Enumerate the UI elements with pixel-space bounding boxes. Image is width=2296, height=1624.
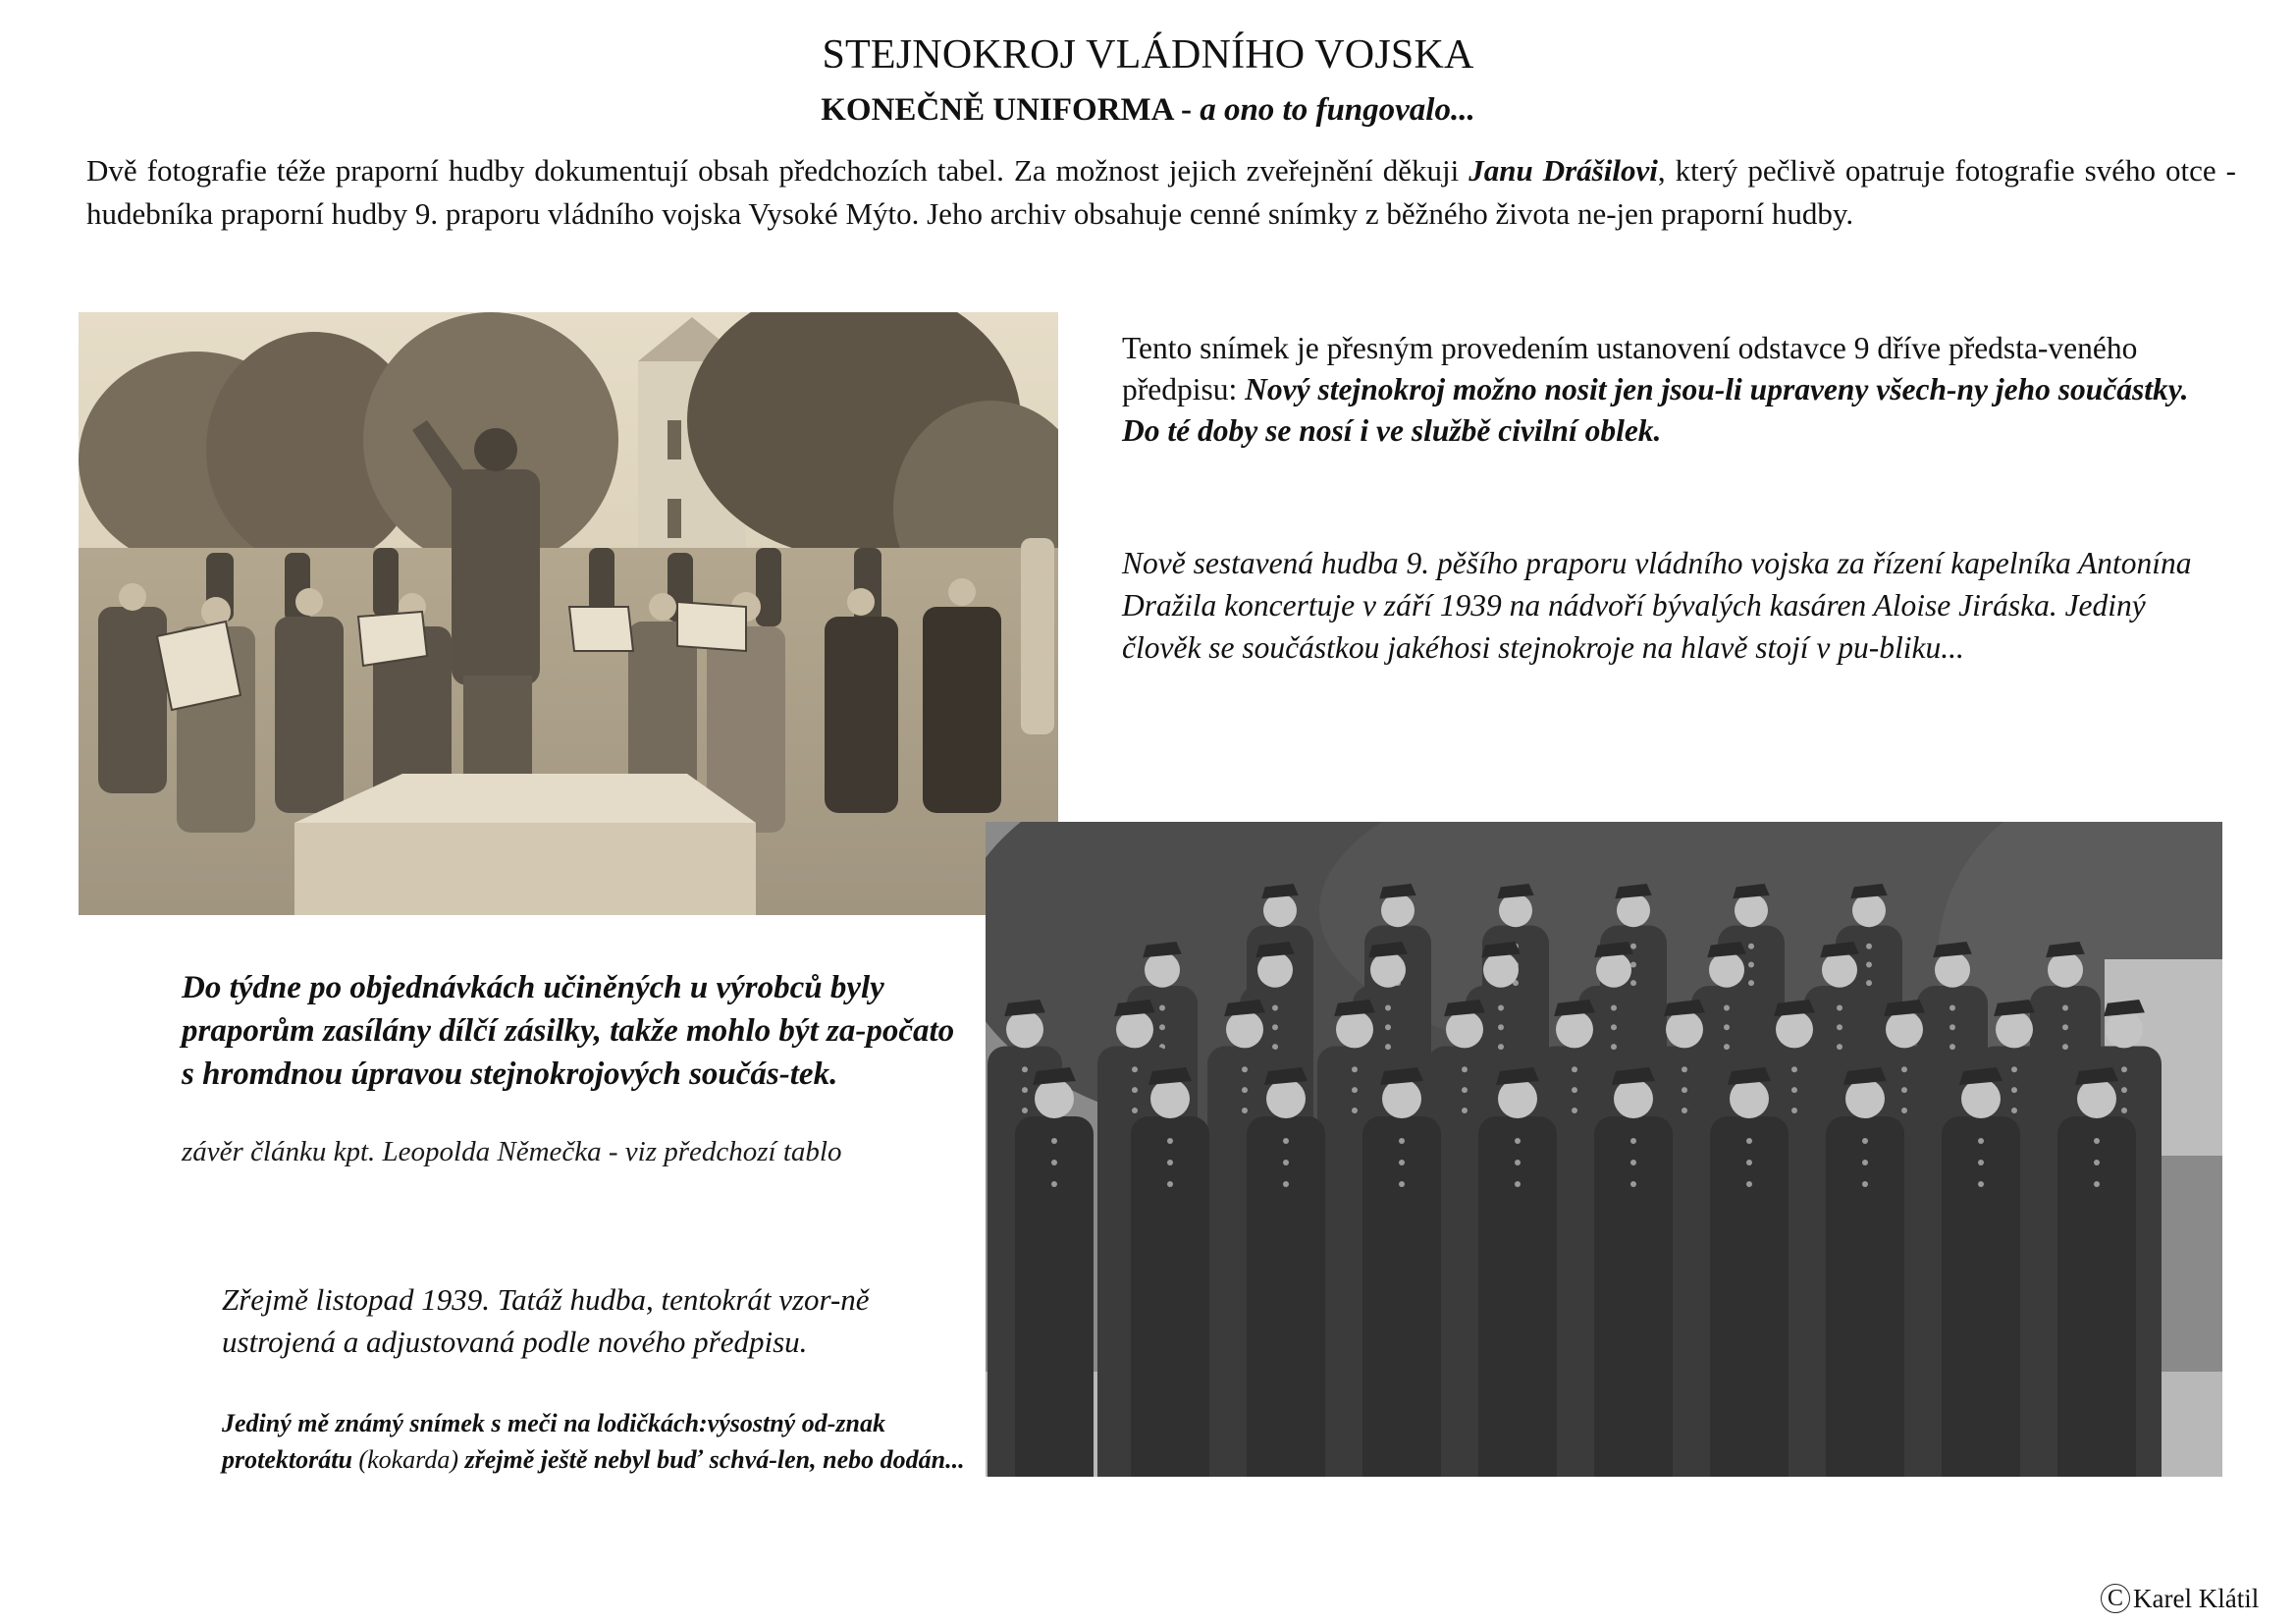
uniform-button	[1901, 1066, 1907, 1072]
soldier-figure	[1594, 1116, 1673, 1477]
soldier-face	[1498, 1079, 1537, 1118]
uniform-button	[1242, 1066, 1248, 1072]
soldier-face	[1961, 1079, 2001, 1118]
uniform-button	[2062, 1024, 2068, 1030]
uniform-button	[1399, 1181, 1405, 1187]
soldier-face	[1370, 952, 1406, 988]
uniform-button	[1399, 1138, 1405, 1144]
uniform-button	[1978, 1138, 1984, 1144]
uniform-button	[1949, 1024, 1955, 1030]
soldier-face	[1116, 1010, 1153, 1048]
uniform-button	[1748, 980, 1754, 986]
uniform-button	[1791, 1087, 1797, 1093]
uniform-button	[2121, 1087, 2127, 1093]
page-subtitle	[0, 90, 2296, 130]
uniform-button	[1462, 1108, 1468, 1113]
soldier-face	[1852, 893, 1886, 927]
uniform-button	[1630, 1181, 1636, 1187]
uniform-button	[1949, 1005, 1955, 1011]
uniform-button	[1746, 1181, 1752, 1187]
uniform-button	[1866, 980, 1872, 986]
subtitle-italic: a ono to fungovalo...	[1200, 92, 1475, 128]
uniform-button	[1159, 1024, 1165, 1030]
soldier-face	[1845, 1079, 1885, 1118]
uniform-button	[1862, 1181, 1868, 1187]
uniform-button	[1352, 1108, 1358, 1113]
copyright-notice	[2101, 1583, 2259, 1614]
soldier-face	[1996, 1010, 2033, 1048]
uniform-button	[1051, 1138, 1057, 1144]
uniform-button	[1352, 1087, 1358, 1093]
caption-photo2-note	[222, 1406, 968, 1478]
uniform-button	[1901, 1087, 1907, 1093]
uniform-button	[1611, 1005, 1617, 1011]
uniform-button	[2121, 1108, 2127, 1113]
uniform-button	[1242, 1108, 1248, 1113]
caption-photo1-description: Nově sestavená hudba 9. pěšího praporu vládního vojska za řízení kapelníka Antonína Dražila koncertuje v září 1939 na nádvoří bývalých kasáren Aloise Jiráska. Jediný člověk se součástkou jakéhosi stejnokroje na hlavě stojí v pu-bliku...	[1122, 546, 2192, 665]
photo-band-concert-image	[79, 312, 1058, 915]
uniform-button	[1132, 1066, 1138, 1072]
uniform-button	[1132, 1108, 1138, 1113]
soldier-face	[1483, 952, 1519, 988]
quote-source: závěr článku kpt. Leopolda Němečka - viz předchozí tablo	[182, 1136, 842, 1167]
uniform-button	[1682, 1108, 1687, 1113]
uniform-button	[1748, 944, 1754, 949]
uniform-button	[1682, 1087, 1687, 1093]
intro-name: Janu Drášilovi	[1468, 153, 1658, 188]
uniform-button	[1682, 1066, 1687, 1072]
uniform-button	[1630, 1160, 1636, 1165]
uniform-button	[1862, 1160, 1868, 1165]
uniform-button	[1978, 1160, 1984, 1165]
soldier-face	[1226, 1010, 1263, 1048]
soldier-face	[1886, 1010, 1923, 1048]
soldier-face	[1382, 1079, 1421, 1118]
soldier-figure	[1478, 1116, 1557, 1477]
soldier-figure	[1247, 1116, 1325, 1477]
uniform-button	[1283, 1160, 1289, 1165]
photo1-conductor	[452, 469, 540, 685]
uniform-button	[1022, 1066, 1028, 1072]
uniform-button	[1724, 1024, 1730, 1030]
uniform-button	[2121, 1066, 2127, 1072]
soldier-face	[1735, 893, 1768, 927]
uniform-button	[1462, 1066, 1468, 1072]
uniform-button	[1498, 1005, 1504, 1011]
soldier-face	[1035, 1079, 1074, 1118]
uniform-button	[2011, 1108, 2017, 1113]
caption-photo1-regulation	[1122, 328, 2212, 452]
uniform-button	[1272, 1005, 1278, 1011]
soldier-figure	[1942, 1116, 2020, 1477]
soldier-face	[1263, 893, 1297, 927]
soldier-face	[1381, 893, 1415, 927]
uniform-button	[1748, 961, 1754, 967]
uniform-button	[1837, 1044, 1842, 1050]
uniform-button	[1746, 1138, 1752, 1144]
uniform-button	[1837, 1005, 1842, 1011]
uniform-button	[1498, 1024, 1504, 1030]
uniform-button	[1283, 1181, 1289, 1187]
uniform-button	[1385, 1044, 1391, 1050]
uniform-button	[1022, 1108, 1028, 1113]
uniform-button	[1283, 1138, 1289, 1144]
soldier-face	[1709, 952, 1744, 988]
uniform-button	[1630, 980, 1636, 986]
quote-article: Do týdne po objednávkách učiněných u výrobců byly praporům zasílány dílčí zásilky, takže mohlo být za-počato s hromdnou úpravou stejnokrojových součás-tek.	[182, 970, 955, 1092]
caption-photo2-description: Zřejmě listopad 1939. Tatáž hudba, tentokrát vzor-ně ustrojená a adjustovaná podle nového předpisu.	[222, 1282, 870, 1359]
uniform-button	[1837, 1024, 1842, 1030]
uniform-button	[1866, 961, 1872, 967]
uniform-button	[2011, 1087, 2017, 1093]
uniform-button	[1399, 1160, 1405, 1165]
soldier-face	[1556, 1010, 1593, 1048]
uniform-button	[1791, 1108, 1797, 1113]
soldier-figure	[1362, 1116, 1441, 1477]
soldier-figure	[1710, 1116, 1789, 1477]
caption-plain: Tento snímek je přesným provedením ustanovení odstavce 9 dříve předsta-veného předpisu:	[1122, 331, 2138, 406]
uniform-button	[1462, 1087, 1468, 1093]
uniform-button	[1630, 961, 1636, 967]
uniform-button	[1051, 1160, 1057, 1165]
uniform-button	[1724, 1044, 1730, 1050]
soldier-face	[1446, 1010, 1483, 1048]
soldier-face	[2048, 952, 2083, 988]
uniform-button	[1515, 1181, 1521, 1187]
photo-band-group-image	[986, 822, 2222, 1477]
uniform-button	[1611, 1044, 1617, 1050]
uniform-button	[1572, 1087, 1577, 1093]
uniform-button	[1385, 1024, 1391, 1030]
copyright-icon: C	[2101, 1584, 2130, 1613]
note-kokarda: (kokarda)	[358, 1444, 458, 1474]
uniform-button	[1630, 1138, 1636, 1144]
uniform-button	[1132, 1087, 1138, 1093]
soldier-face	[1776, 1010, 1813, 1048]
soldier-face	[1336, 1010, 1373, 1048]
note-text-1: Jediný mě známý snímek s meči na lodičkách:výsostný od-znak protektorátu	[222, 1409, 885, 1474]
soldier-face	[1730, 1079, 1769, 1118]
uniform-button	[1572, 1066, 1577, 1072]
uniform-button	[1167, 1181, 1173, 1187]
uniform-button	[1167, 1160, 1173, 1165]
soldier-face	[1822, 952, 1857, 988]
soldier-figure	[2057, 1116, 2136, 1477]
soldier-face	[1596, 952, 1631, 988]
uniform-button	[1949, 1044, 1955, 1050]
page-title: STEJNOKROJ VLÁDNÍHO VOJSKA	[822, 32, 1474, 78]
copyright-author: Karel Klátil	[2133, 1584, 2260, 1613]
photo-band-group-uniform	[986, 822, 2222, 1477]
uniform-button	[1901, 1108, 1907, 1113]
soldier-face	[1617, 893, 1650, 927]
uniform-button	[1272, 1024, 1278, 1030]
soldier-face	[1145, 952, 1180, 988]
uniform-button	[1572, 1108, 1577, 1113]
uniform-button	[1022, 1087, 1028, 1093]
soldier-figure	[1015, 1116, 1094, 1477]
uniform-button	[1791, 1066, 1797, 1072]
uniform-button	[1866, 944, 1872, 949]
uniform-button	[1242, 1087, 1248, 1093]
soldier-face	[1935, 952, 1970, 988]
uniform-button	[2094, 1160, 2100, 1165]
uniform-button	[1611, 1024, 1617, 1030]
uniform-button	[1515, 1160, 1521, 1165]
soldier-face	[1150, 1079, 1190, 1118]
intro-text-2: , který pečlivě opatruje fotografie svého otce - hudebníka praporní hudby 9. praporu vládního vojska Vysoké Mýto. Jeho archiv obsahuje cenné snímky z běžného života ne-jen praporní hudby.	[86, 153, 2236, 231]
uniform-button	[1352, 1066, 1358, 1072]
intro-text-1: Dvě fotografie téže praporní hudby dokumentují obsah předchozích tabel. Za možnost jejich zveřejnění děkuji	[86, 153, 1469, 188]
soldier-face	[2077, 1079, 2116, 1118]
subtitle-bold: KONEČNĚ UNIFORMA -	[821, 92, 1201, 128]
uniform-button	[1385, 1005, 1391, 1011]
uniform-button	[1167, 1138, 1173, 1144]
soldier-face	[1666, 1010, 1703, 1048]
uniform-button	[1724, 1005, 1730, 1011]
soldier-face	[1266, 1079, 1306, 1118]
uniform-button	[1498, 1044, 1504, 1050]
uniform-button	[1862, 1138, 1868, 1144]
uniform-button	[2062, 1044, 2068, 1050]
soldier-face	[2106, 1010, 2143, 1048]
uniform-button	[1630, 944, 1636, 949]
uniform-button	[2062, 1005, 2068, 1011]
photo-band-concert-sepia	[79, 312, 1058, 915]
uniform-button	[1978, 1181, 1984, 1187]
uniform-button	[1051, 1181, 1057, 1187]
soldier-face	[1006, 1010, 1043, 1048]
uniform-button	[2011, 1066, 2017, 1072]
soldier-figure	[1131, 1116, 1209, 1477]
soldier-face	[1257, 952, 1293, 988]
soldier-face	[1614, 1079, 1653, 1118]
uniform-button	[1515, 1138, 1521, 1144]
caption-quote: Nový stejnokroj možno nosit jen jsou-li upraveny všech-ny jeho součástky. Do té doby se nosí i ve službě civilní oblek.	[1122, 372, 2189, 448]
uniform-button	[2094, 1181, 2100, 1187]
soldier-face	[1499, 893, 1532, 927]
uniform-button	[1159, 1005, 1165, 1011]
soldier-figure	[1826, 1116, 1904, 1477]
uniform-button	[2094, 1138, 2100, 1144]
intro-paragraph	[86, 149, 2236, 236]
note-text-2: zřejmě ještě nebyl buď schvá-len, nebo dodán...	[457, 1444, 965, 1474]
uniform-button	[1746, 1160, 1752, 1165]
